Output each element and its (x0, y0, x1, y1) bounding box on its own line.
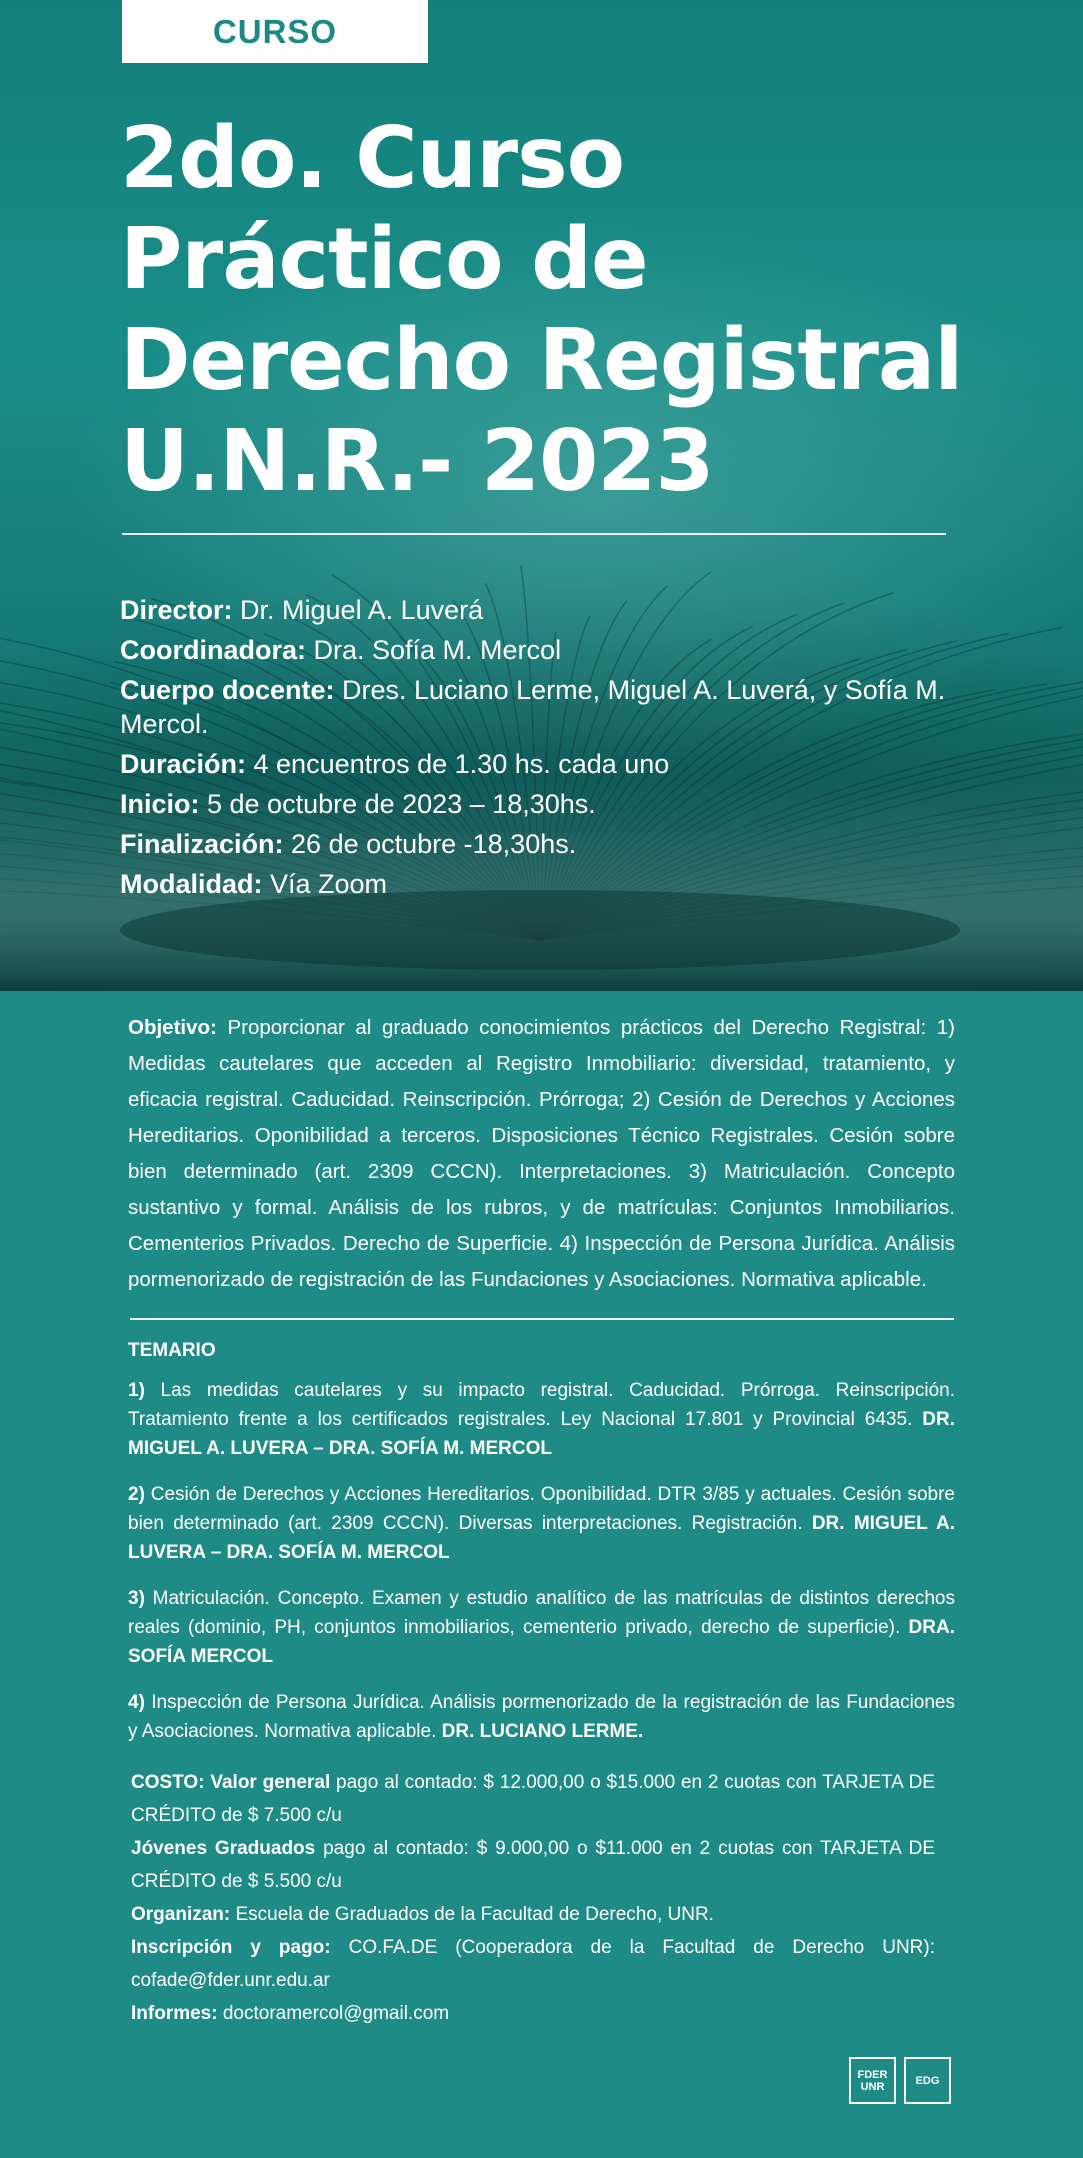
item-number: 3) (128, 1588, 145, 1609)
fact-director (120, 593, 960, 627)
course-tag: CURSO (122, 0, 428, 63)
cost-label: Jóvenes Graduados (131, 1838, 316, 1859)
fact-start (120, 787, 960, 821)
syllabus-item (128, 1376, 955, 1463)
item-text: Matriculación. Concepto. Examen y estudio analítico de las matrículas de distintos derechos reales (dominio, PH, conjuntos inmobiliarios, cementerio privado, derecho de superficie). (128, 1588, 955, 1638)
item-number: 4) (128, 1692, 145, 1713)
fact-label: Coordinadora: (120, 635, 306, 665)
organizers (131, 1898, 935, 1931)
fact-label: Inicio: (120, 789, 200, 819)
title-line: U.N.R.- 2023 (120, 412, 714, 511)
item-number: 1) (128, 1380, 145, 1401)
item-teachers: DR. LUCIANO LERME. (441, 1721, 644, 1742)
fact-coordinator (120, 633, 960, 667)
objective-paragraph (128, 1010, 955, 1298)
cost-label: Organizan: (131, 1904, 231, 1925)
fact-label: Modalidad: (120, 869, 263, 899)
logo-text: FDER (857, 2068, 888, 2081)
title-line: 2do. Curso (120, 109, 625, 208)
fact-value: Vía Zoom (262, 869, 388, 899)
fact-modality (120, 867, 960, 901)
fact-label: Duración: (120, 749, 247, 779)
cost-text: Escuela de Graduados de la Facultad de Derecho, UNR. (230, 1904, 714, 1925)
fact-end (120, 827, 960, 861)
item-text: Inspección de Persona Jurídica. Análisis pormenorizado de la registración de las Fundaciones y Asociaciones. Normativa aplicable. (128, 1692, 955, 1742)
cost-young-graduates (131, 1832, 935, 1898)
syllabus-item (128, 1584, 955, 1671)
fact-duration (120, 747, 960, 781)
fact-value: 26 de octubre -18,30hs. (283, 829, 577, 859)
divider (122, 533, 946, 535)
cost-text: pago al contado: $ 12.000,00 o $15.000 en 2 cuotas con TARJETA DE CRÉDITO de $ 7.500 c/u (131, 1772, 935, 1826)
objective-section (128, 1010, 955, 1298)
cost-general (131, 1766, 935, 1832)
divider (130, 1318, 954, 1320)
information (131, 1997, 935, 2030)
cost-label: Inscripción y pago: (131, 1937, 331, 1958)
item-teachers: DR. MIGUEL A. LUVERA – DRA. SOFÍA M. MERCOL (128, 1513, 955, 1563)
fder-unr-logo (849, 2057, 896, 2104)
fact-value: 5 de octubre de 2023 – 18,30hs. (199, 789, 596, 819)
hero-banner (0, 0, 1083, 991)
fact-value: Dra. Sofía M. Mercol (306, 635, 562, 665)
logo-text: UNR (860, 2080, 885, 2093)
item-number: 2) (128, 1484, 145, 1505)
cost-label: COSTO: Valor general (131, 1772, 331, 1793)
cost-text: doctoramercol@gmail.com (217, 2003, 450, 2024)
fact-value: Dres. Luciano Lerme, Miguel A. Luverá, y Sofía M. Mercol. (120, 675, 946, 739)
cost-text: CO.FA.DE (Cooperadora de la Facultad de Derecho UNR): cofade@fder.unr.edu.ar (131, 1937, 935, 1991)
title-line: Derecho Registral (120, 311, 963, 410)
syllabus-item (128, 1480, 955, 1567)
fact-label: Cuerpo docente: (120, 675, 335, 705)
item-text: Cesión de Derechos y Acciones Hereditarios. Oponibilidad. DTR 3/85 y actuales. Cesión sobre bien determinado (art. 2309 CCCN). Diversas interpretaciones. Registración. (128, 1484, 955, 1534)
registration (131, 1931, 935, 1997)
fact-label: Finalización: (120, 829, 284, 859)
fact-value: 4 encuentros de 1.30 hs. cada uno (246, 749, 670, 779)
item-teachers: DR. MIGUEL A. LUVERA – DRA. SOFÍA M. MERCOL (128, 1409, 955, 1459)
fact-faculty (120, 673, 960, 741)
course-title (120, 108, 1020, 512)
objective-label: Objetivo: (128, 1016, 217, 1039)
course-facts (120, 593, 960, 907)
fact-value: Dr. Miguel A. Luverá (232, 595, 484, 625)
costs-section (131, 1766, 935, 2030)
item-teachers: DRA. SOFÍA MERCOL (128, 1617, 955, 1667)
item-text: Las medidas cautelares y su impacto registral. Caducidad. Prórroga. Reinscripción. Tratamiento frente a los certificados registrales. Ley Nacional 17.801 y Provincial 6435. (128, 1380, 955, 1430)
syllabus-section (128, 1340, 955, 1763)
cost-text: pago al contado: $ 9.000,00 o $11.000 en 2 cuotas con TARJETA DE CRÉDITO de $ 5.500 c/u (131, 1838, 935, 1892)
syllabus-item (128, 1688, 955, 1746)
logo-text: EDG (915, 2074, 940, 2087)
objective-text: Proporcionar al graduado conocimientos prácticos del Derecho Registral: 1) Medidas cautelares que acceden al Registro Inmobiliario: diversidad, tratamiento, y eficacia registral. Caducidad. Reinscripción. Prórroga; 2) Cesión de Derechos y Acciones Hereditarios. Oponibilidad a terceros. Disposiciones Técnico Registrales. Cesión sobre bien determinado (art. 2309 CCCN). Interpretaciones. 3) Matriculación. Concepto sustantivo y formal. Análisis de los rubros, y de matrículas: Conjuntos Inmobiliarios. Cementerios Privados. Derecho de Superficie. 4) Inspección de Persona Jurídica. Análisis pormenorizado de registración de las Fundaciones y Asociaciones. Normativa aplicable. (128, 1016, 955, 1291)
cost-label: Informes: (131, 2003, 218, 2024)
syllabus-heading: TEMARIO (128, 1340, 216, 1361)
title-line: Práctico de (120, 210, 648, 309)
footer-logos (849, 2057, 951, 2104)
fact-label: Director: (120, 595, 233, 625)
edg-logo (904, 2057, 951, 2104)
